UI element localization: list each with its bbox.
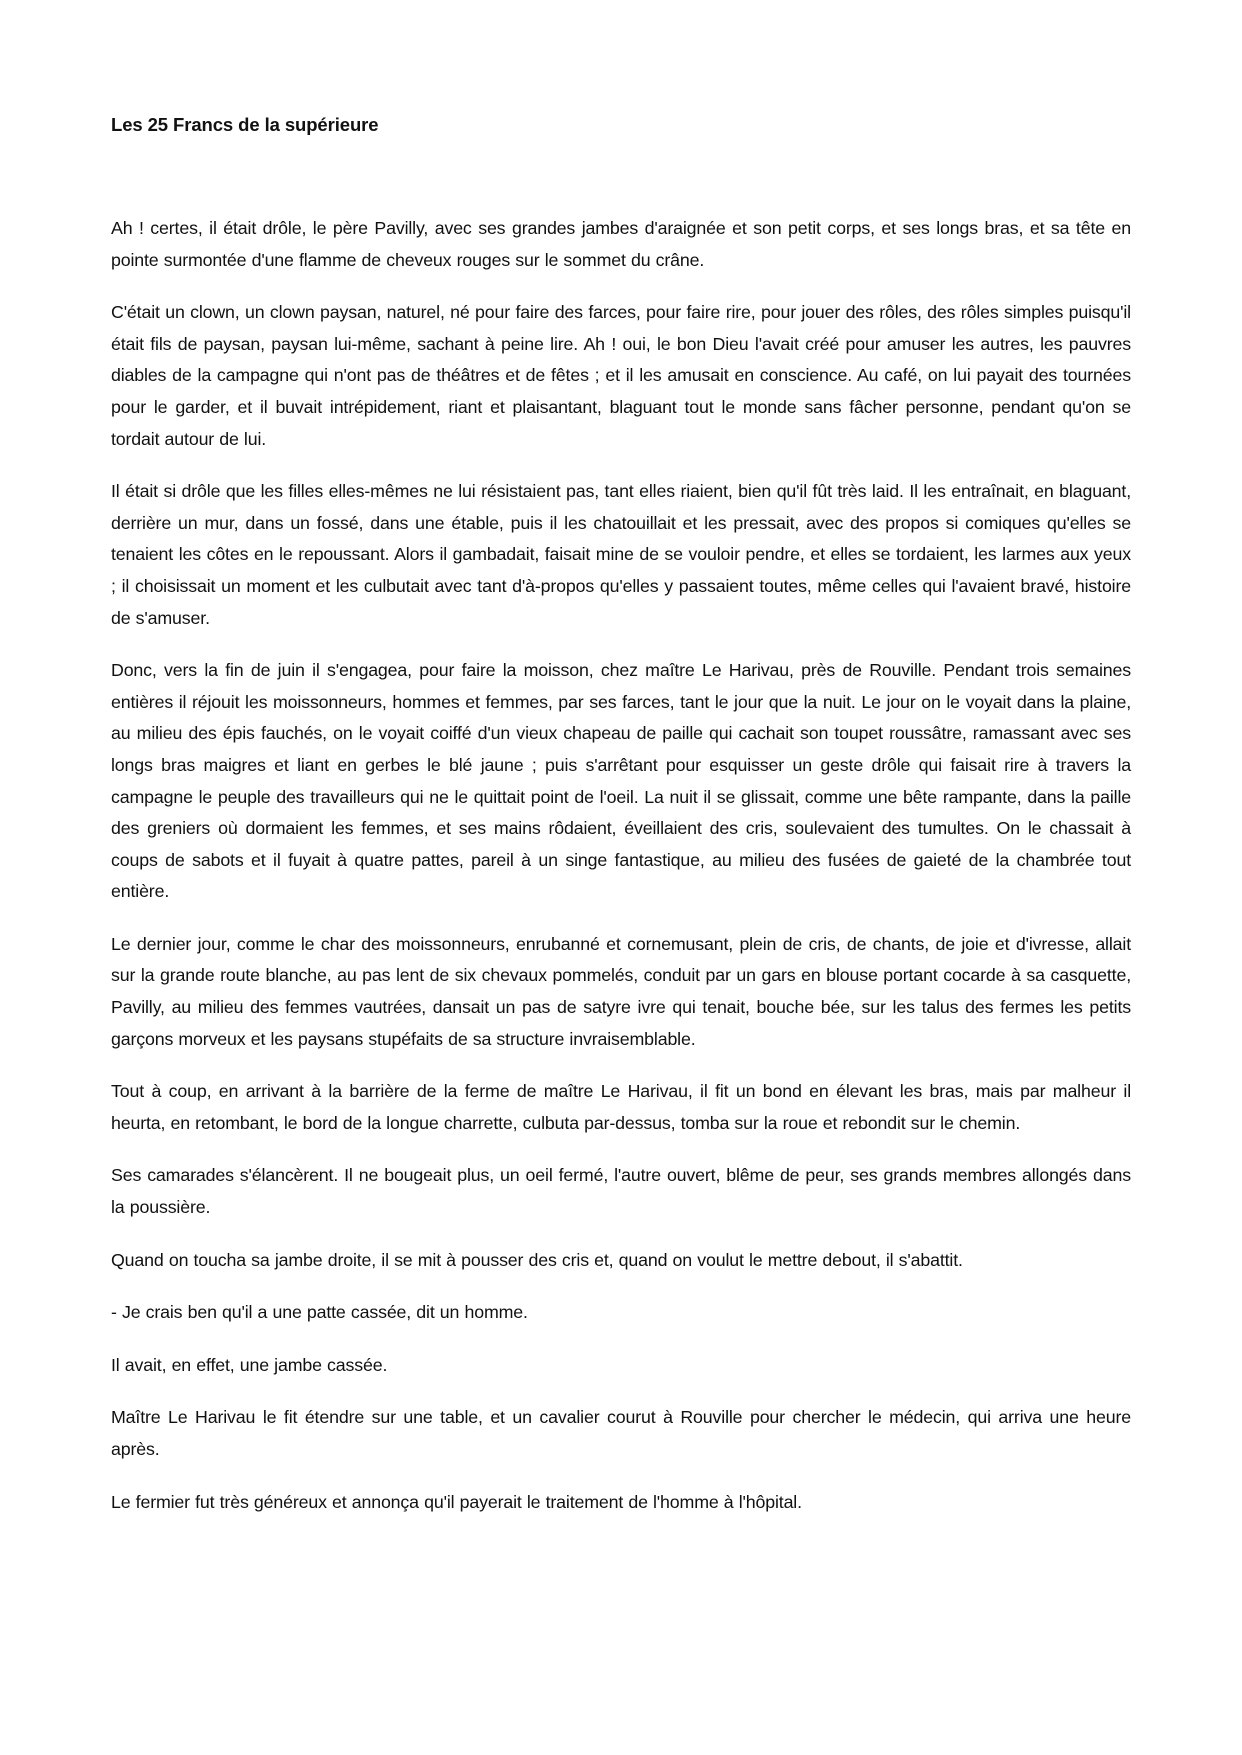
paragraph: Il avait, en effet, une jambe cassée. xyxy=(111,1354,388,1375)
paragraph: Il était si drôle que les filles elles-mêmes ne lui résistaient pas, tant elles riaient, bien qu'il fût très laid. Il les entraînait, en blaguant, derrière un mur, dans un fossé, dans une étable, puis il les chatouillait et les pressait, avec des propos si comiques qu'elles se tenaient les côtes en le repoussant. Alors il gambadait, faisait mine de se vouloir pendre, et elles se tordaient, les larmes aux yeux ; il choisissait un moment et les culbutait avec tant d'à-propos qu'elles y passaient toutes, même celles qui l'avaient bravé, histoire de s'amuser. xyxy=(111,481,1131,628)
paragraph: Le fermier fut très généreux et annonça qu'il payerait le traitement de l'homme à l'hôpital. xyxy=(111,1491,802,1512)
document-body xyxy=(111,213,1131,1539)
dialogue-line: - Je crais ben qu'il a une patte cassée, dit un homme. xyxy=(111,1302,528,1323)
paragraph: Le dernier jour, comme le char des moissonneurs, enrubanné et cornemusant, plein de cris, de chants, de joie et d'ivresse, allait sur la grande route blanche, au pas lent de six chevaux pommelés, conduit par un gars en blouse portant cocarde à sa casquette, Pavilly, au milieu des femmes vautrées, dansait un pas de satyre ivre qui tenait, bouche bée, sur les talus des fermes les petits garçons morveux et les paysans stupéfaits de sa structure invraisemblable. xyxy=(111,933,1131,1049)
paragraph: Ses camarades s'élancèrent. Il ne bougeait plus, un oeil fermé, l'autre ouvert, blême de peur, ses grands membres allongés dans la poussière. xyxy=(111,1165,1131,1218)
paragraph: Quand on toucha sa jambe droite, il se mit à pousser des cris et, quand on voulut le mettre debout, il s'abattit. xyxy=(111,1249,963,1270)
document-title: Les 25 Francs de la supérieure xyxy=(111,114,379,135)
paragraph: Donc, vers la fin de juin il s'engagea, pour faire la moisson, chez maître Le Harivau, près de Rouville. Pendant trois semaines entières il réjouit les moissonneurs, hommes et femmes, par ses farces, tant le jour que la nuit. Le jour on le voyait dans la plaine, au milieu des épis fauchés, on le voyait coiffé d'un vieux chapeau de paille qui cachait son toupet roussâtre, ramassant avec ses longs bras maigres et liant en gerbes le blé jaune ; puis s'arrêtant pour esquisser un geste drôle qui faisait rire à travers la campagne le peuple des travailleurs qui ne le quittait point de l'oeil. La nuit il se glissait, comme une bête rampante, dans la paille des greniers où dormaient les femmes, et ses mains rôdaient, éveillaient des cris, soulevaient des tumultes. On le chassait à coups de sabots et il fuyait à quatre pattes, pareil à un singe fantastique, au milieu des fusées de gaieté de la chambrée tout entière. xyxy=(111,660,1131,902)
paragraph: C'était un clown, un clown paysan, naturel, né pour faire des farces, pour faire rire, pour jouer des rôles, des rôles simples puisqu'il était fils de paysan, paysan lui-même, sachant à peine lire. Ah ! oui, le bon Dieu l'avait créé pour amuser les autres, les pauvres diables de la campagne qui n'ont pas de théâtres et de fêtes ; et il les amusait en conscience. Au café, on lui payait des tournées pour le garder, et il buvait intrépidement, riant et plaisantant, blaguant tout le monde sans fâcher personne, pendant qu'on se tordait autour de lui. xyxy=(111,302,1131,449)
paragraph: Ah ! certes, il était drôle, le père Pavilly, avec ses grandes jambes d'araignée et son petit corps, et ses longs bras, et sa tête en pointe surmontée d'une flamme de cheveux rouges sur le sommet du crâne. xyxy=(111,218,1131,270)
paragraph: Tout à coup, en arrivant à la barrière de la ferme de maître Le Harivau, il fit un bond en élevant les bras, mais par malheur il heurta, en retombant, le bord de la longue charrette, culbuta par-dessus, tomba sur la roue et rebondit sur le chemin. xyxy=(111,1081,1131,1133)
paragraph: Maître Le Harivau le fit étendre sur une table, et un cavalier courut à Rouville pour chercher le médecin, qui arriva une heure après. xyxy=(111,1407,1131,1459)
